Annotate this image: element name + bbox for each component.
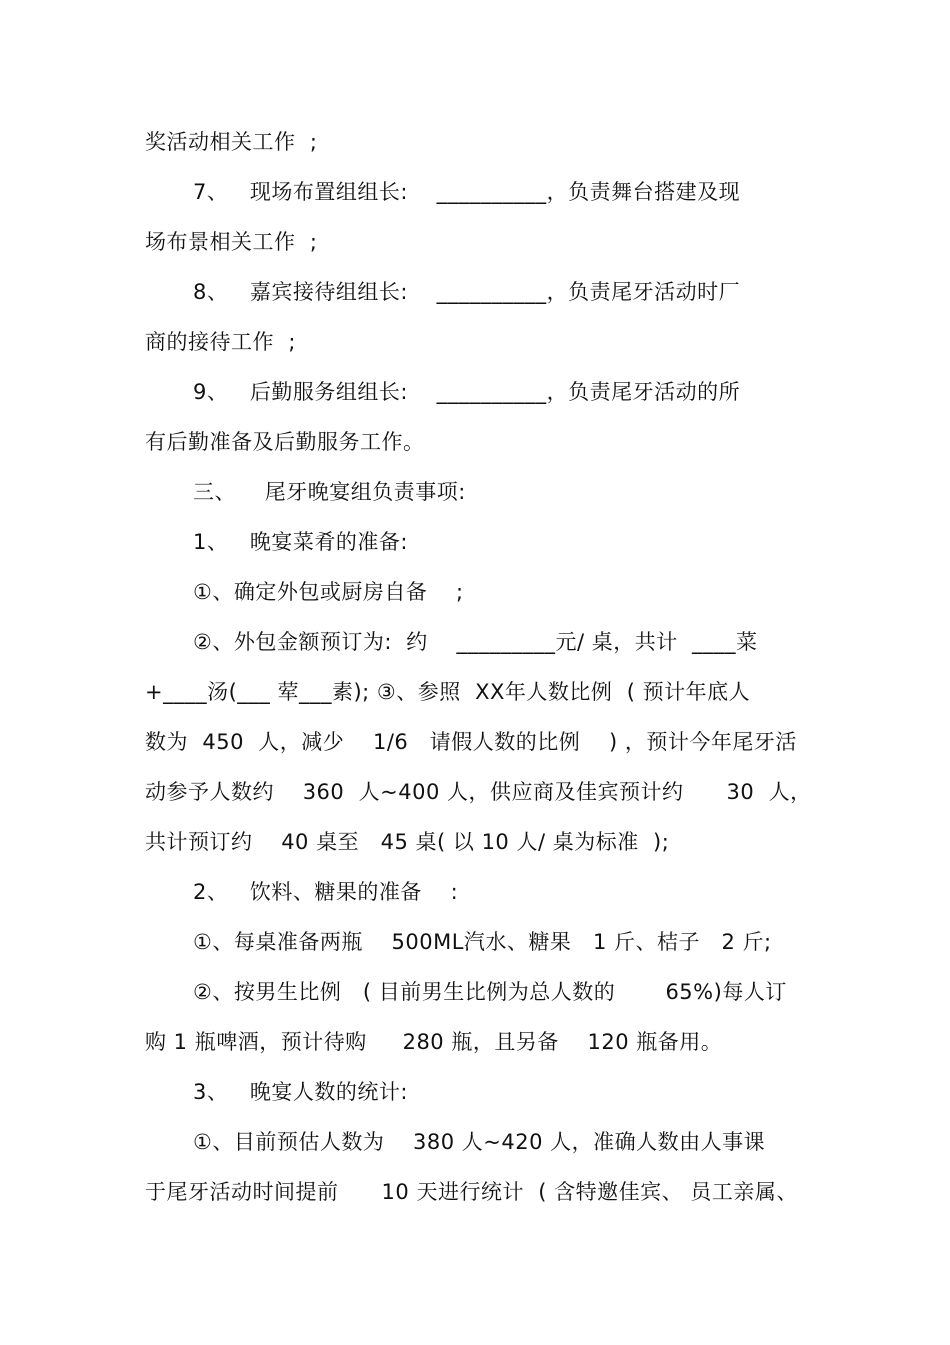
text-line: 共计预订约 40 桌至 45 桌( 以 10 人/ 桌为标准 ); — [145, 830, 670, 854]
text-line: 场布景相关工作 ; — [145, 230, 318, 254]
subsection-heading: 3、 晚宴人数的统计: — [193, 1080, 408, 1104]
section-heading: 三、 尾牙晚宴组负责事项: — [193, 480, 466, 504]
text-line: ①、目前预估人数为 380 人~420 人，准确人数由人事课 — [193, 1130, 766, 1154]
text-line: ②、外包金额预订为: 约 _________元/ 桌，共计 ____菜 — [193, 630, 758, 654]
text-line: ①、每桌准备两瓶 500ML汽水、糖果 1 斤、桔子 2 斤; — [193, 930, 772, 954]
text-line: 7、 现场布置组组长: __________，负责舞台搭建及现 — [193, 180, 741, 204]
text-line: 于尾牙活动时间提前 10 天进行统计 ( 含特邀佳宾、 员工亲属、 — [145, 1180, 798, 1204]
subsection-heading: 1、 晚宴菜肴的准备: — [193, 530, 408, 554]
text-line: 有后勤准备及后勤服务工作。 — [145, 430, 425, 454]
text-line: 动参予人数约 360 人~400 人，供应商及佳宾预计约 30 人， — [145, 780, 812, 804]
text-line: 商的接待工作 ; — [145, 330, 296, 354]
text-line: +____汤(___ 荤___素); ③、参照 XX年人数比例 ( 预计年底人 — [145, 680, 751, 704]
text-line: 9、 后勤服务组组长: __________，负责尾牙活动的所 — [193, 380, 741, 404]
text-line: 数为 450 人，减少 1/6 请假人数的比例 ) ，预计今年尾牙活 — [145, 730, 797, 754]
text-line: 购 1 瓶啤酒，预计待购 280 瓶，且另备 120 瓶备用。 — [145, 1030, 723, 1054]
text-line: ①、确定外包或厨房自备 ; — [193, 580, 464, 604]
text-line: ②、按男生比例 ( 目前男生比例为总人数的 65%)每人订 — [193, 980, 787, 1004]
text-line: 奖活动相关工作 ; — [145, 130, 318, 154]
subsection-heading: 2、 饮料、糖果的准备 : — [193, 880, 459, 904]
text-line: 8、 嘉宾接待组组长: __________，负责尾牙活动时厂 — [193, 280, 741, 304]
